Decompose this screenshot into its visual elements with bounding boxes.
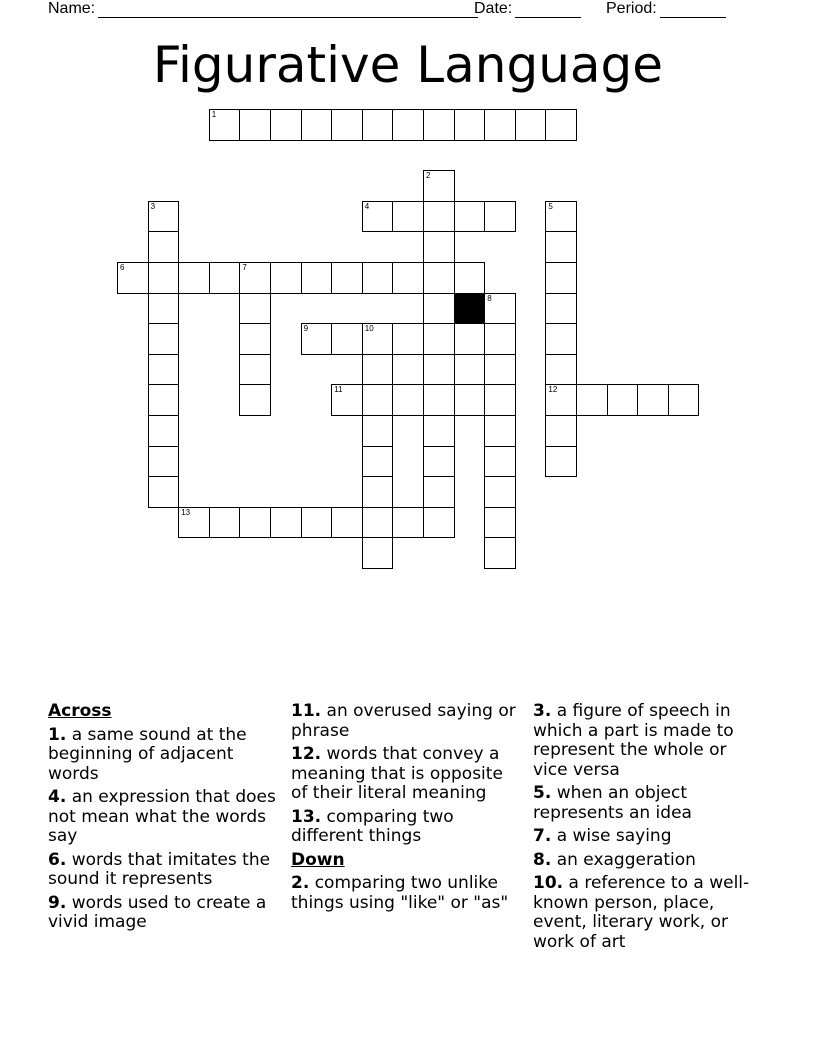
crossword-cell[interactable] — [392, 201, 424, 233]
clue-number: 6. — [48, 849, 67, 870]
clue-down-3 — [533, 702, 763, 780]
crossword-cell[interactable] — [239, 384, 271, 416]
crossword-cell[interactable] — [545, 415, 577, 447]
crossword-cell[interactable] — [484, 415, 516, 447]
crossword-cell[interactable] — [117, 262, 149, 294]
clue-across-9 — [48, 894, 278, 933]
crossword-cell[interactable] — [239, 507, 271, 539]
crossword-cell[interactable] — [423, 384, 455, 416]
clue-number-label: 4 — [364, 201, 370, 211]
clue-number-label: 6 — [120, 263, 125, 272]
crossword-cell[interactable] — [178, 507, 210, 539]
crossword-cell[interactable] — [423, 262, 455, 294]
crossword-cell[interactable] — [423, 109, 455, 141]
crossword-cell[interactable] — [362, 476, 394, 508]
crossword-cell[interactable] — [545, 231, 577, 263]
crossword-cell[interactable] — [362, 354, 394, 386]
clue-text: comparing two unlike things using "like" or "as" — [291, 873, 509, 913]
clue-number: 9. — [48, 892, 67, 913]
crossword-cell[interactable] — [362, 507, 394, 539]
clue-number: 10. — [533, 873, 564, 893]
crossword-cell[interactable] — [148, 415, 180, 447]
clue-down-10 — [533, 874, 763, 952]
clue-number: 3. — [533, 701, 552, 721]
crossword-cell[interactable] — [607, 384, 639, 416]
clue-number-label: 8 — [487, 293, 492, 303]
crossword-cell[interactable] — [668, 384, 700, 416]
crossword-cell[interactable] — [362, 446, 394, 478]
crossword-black-cell — [454, 293, 486, 325]
crossword-cell[interactable] — [239, 354, 271, 386]
crossword-cell[interactable] — [484, 109, 516, 141]
crossword-cell[interactable] — [545, 109, 577, 141]
period-label: Period: — [606, 0, 657, 17]
clue-across-11 — [291, 702, 519, 741]
clue-across-4 — [48, 788, 278, 847]
crossword-cell[interactable] — [484, 384, 516, 416]
crossword-cell[interactable] — [239, 109, 271, 141]
crossword-cell[interactable] — [209, 109, 241, 141]
crossword-cell[interactable] — [362, 262, 394, 294]
clue-text: a reference to a well-known person, place, event, literary work, or work of art — [533, 873, 750, 952]
clue-number: 11. — [291, 701, 322, 721]
clue-across-13 — [291, 808, 519, 847]
crossword-cell[interactable] — [301, 109, 333, 141]
clue-text: a figure of speech in which a part is made to represent the whole or vice versa — [533, 701, 734, 780]
clue-number: 8. — [533, 849, 552, 870]
across-heading: Across — [48, 701, 112, 721]
crossword-cell[interactable] — [362, 384, 394, 416]
clue-text: a wise saying — [556, 826, 672, 846]
crossword-cell[interactable] — [454, 201, 486, 233]
clue-text: words used to create a vivid image — [48, 892, 267, 932]
clue-number-label: 10 — [364, 324, 374, 334]
page-title: Figurative Language — [152, 36, 664, 94]
crossword-cell[interactable] — [637, 384, 669, 416]
crossword-cell[interactable] — [148, 384, 180, 416]
crossword-cell[interactable] — [331, 323, 363, 355]
crossword-cell[interactable] — [545, 262, 577, 294]
crossword-cell[interactable] — [239, 293, 271, 325]
crossword-cell[interactable] — [148, 323, 180, 355]
clue-number-label: 12 — [548, 385, 558, 395]
clue-across-1 — [48, 726, 278, 785]
crossword-cell[interactable] — [484, 201, 516, 233]
clue-number: 2. — [291, 873, 310, 893]
crossword-cell[interactable] — [148, 201, 180, 233]
clue-text: when an object represents an idea — [533, 783, 692, 823]
crossword-cell[interactable] — [362, 323, 394, 355]
clue-text: an overused saying or phrase — [291, 701, 516, 741]
clue-down-7 — [533, 827, 763, 847]
clue-number-label: 3 — [150, 201, 156, 211]
crossword-cell[interactable] — [423, 170, 455, 202]
clue-number-label: 9 — [303, 324, 309, 334]
clue-number: 4. — [48, 787, 67, 807]
clue-number: 1. — [48, 724, 67, 745]
crossword-cell[interactable] — [423, 507, 455, 539]
crossword-cell[interactable] — [545, 293, 577, 325]
crossword-cell[interactable] — [423, 354, 455, 386]
crossword-cell[interactable] — [239, 262, 271, 294]
crossword-cell[interactable] — [545, 354, 577, 386]
crossword-cell[interactable] — [392, 323, 424, 355]
crossword-cell[interactable] — [454, 323, 486, 355]
crossword-cell[interactable] — [423, 323, 455, 355]
crossword-cell[interactable] — [148, 354, 180, 386]
crossword-cell[interactable] — [423, 415, 455, 447]
crossword-cell[interactable] — [545, 384, 577, 416]
crossword-cell[interactable] — [331, 384, 363, 416]
clue-column-1 — [48, 702, 278, 937]
crossword-cell[interactable] — [484, 446, 516, 478]
crossword-cell[interactable] — [301, 323, 333, 355]
clue-number-label: 5 — [548, 201, 553, 211]
clue-column-3 — [533, 702, 763, 956]
clue-text: an expression that does not mean what the words say — [48, 787, 276, 846]
clue-text: an exaggeration — [556, 849, 696, 870]
crossword-cell[interactable] — [545, 201, 577, 233]
crossword-cell[interactable] — [423, 476, 455, 508]
crossword-cell[interactable] — [576, 384, 608, 416]
crossword-cell[interactable] — [423, 293, 455, 325]
name-label: Name: — [48, 0, 96, 17]
crossword-cell[interactable] — [270, 109, 302, 141]
clue-across-6 — [48, 851, 278, 890]
crossword-cell[interactable] — [423, 231, 455, 263]
crossword-cell[interactable] — [484, 507, 516, 539]
crossword-cell[interactable] — [545, 446, 577, 478]
crossword-cell[interactable] — [148, 262, 180, 294]
clue-number: 13. — [291, 806, 322, 827]
crossword-cell[interactable] — [392, 262, 424, 294]
crossword-cell[interactable] — [454, 109, 486, 141]
crossword-cell[interactable] — [148, 446, 180, 478]
crossword-cell[interactable] — [484, 537, 516, 569]
crossword-cell[interactable] — [392, 507, 424, 539]
clue-down-5 — [533, 784, 763, 823]
crossword-cell[interactable] — [331, 507, 363, 539]
clue-number-label: 13 — [181, 507, 191, 517]
crossword-cell[interactable] — [362, 415, 394, 447]
crossword-cell[interactable] — [239, 323, 271, 355]
crossword-cell[interactable] — [362, 537, 394, 569]
clue-number-label: 1 — [211, 110, 217, 119]
crossword-cell[interactable] — [301, 507, 333, 539]
clue-number-label: 11 — [334, 385, 343, 395]
crossword-cell[interactable] — [362, 201, 394, 233]
crossword-cell[interactable] — [209, 507, 241, 539]
crossword-cell[interactable] — [484, 476, 516, 508]
clue-across-12 — [291, 745, 519, 804]
clue-number-label: 2 — [426, 171, 431, 181]
crossword-cell[interactable] — [270, 262, 302, 294]
crossword-cell[interactable] — [178, 262, 210, 294]
crossword-cell[interactable] — [454, 262, 486, 294]
clue-text: comparing two different things — [291, 806, 454, 846]
crossword-cell[interactable] — [362, 109, 394, 141]
crossword-cell[interactable] — [331, 262, 363, 294]
crossword-cell[interactable] — [148, 231, 180, 263]
crossword-cell[interactable] — [484, 323, 516, 355]
crossword-cell[interactable] — [515, 109, 547, 141]
crossword-cell[interactable] — [423, 201, 455, 233]
clue-column-2 — [291, 702, 519, 917]
crossword-cell[interactable] — [484, 354, 516, 386]
crossword-cell[interactable] — [331, 109, 363, 141]
clue-number: 5. — [533, 783, 552, 803]
clue-number-label: 7 — [242, 263, 247, 272]
crossword-cell[interactable] — [392, 384, 424, 416]
crossword-cell[interactable] — [545, 323, 577, 355]
crossword-cell[interactable] — [148, 476, 180, 508]
crossword-cell[interactable] — [423, 446, 455, 478]
crossword-cell[interactable] — [484, 293, 516, 325]
clue-text: words that convey a meaning that is opposite of their literal meaning — [291, 744, 503, 803]
crossword-cell[interactable] — [392, 109, 424, 141]
crossword-cell[interactable] — [270, 507, 302, 539]
clue-text: a same sound at the beginning of adjacent words — [48, 724, 247, 784]
crossword-cell[interactable] — [454, 384, 486, 416]
down-heading: Down — [291, 849, 345, 870]
clue-down-8 — [533, 851, 763, 871]
clue-number: 7. — [533, 826, 552, 846]
date-label: Date: — [474, 0, 513, 17]
clue-number: 12. — [291, 744, 322, 764]
crossword-cell[interactable] — [148, 293, 180, 325]
clue-text: words that imitates the sound it represents — [48, 849, 271, 889]
crossword-cell[interactable] — [301, 262, 333, 294]
clue-down-2 — [291, 874, 519, 913]
crossword-cell[interactable] — [209, 262, 241, 294]
